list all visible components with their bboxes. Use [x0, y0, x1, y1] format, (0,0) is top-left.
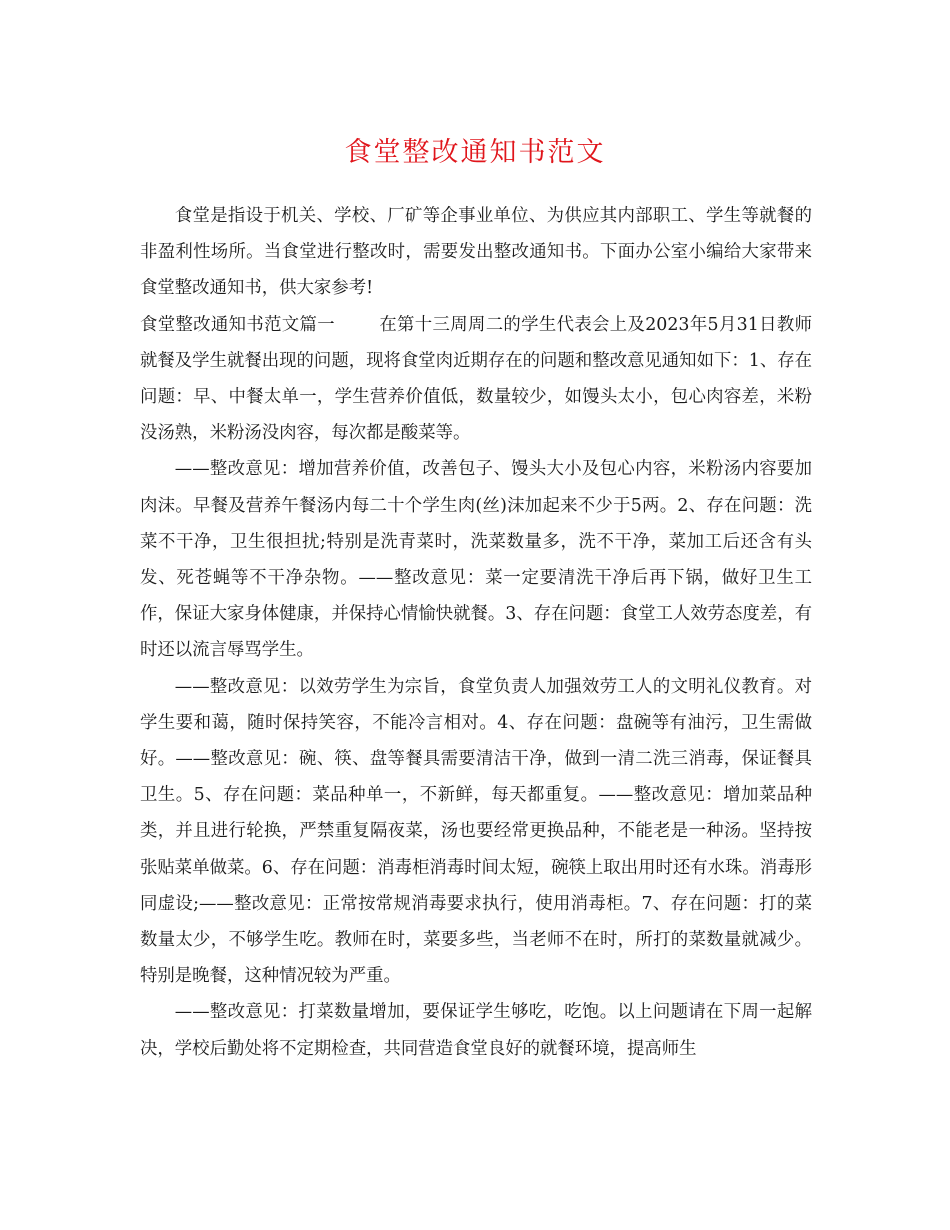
document-title: 食堂整改通知书范文 [344, 137, 606, 168]
rectification-paragraph-1: ——整改意见：增加营养价值，改善包子、馒头大小及包心内容，米粉汤内容要加肉沫。早餐及营养午餐汤内每二十个学生肉(丝)沫加起来不少于5两。2、存在问题：洗菜不干净，卫生很担扰;特别是洗青菜时，洗菜数量多，洗不干净，菜加工后还含有头发、死苍蝇等不干净杂物。——整改意见：菜一定要清洗干净后再下锅，做好卫生工作，保证大家身体健康，并保持心情愉快就餐。3、存在问题：食堂工人效劳态度差，有时还以流言辱骂学生。 [140, 459, 812, 661]
section-one-text: 在第十三周周二的学生代表会上及2023年5月31日教师就餐及学生就餐出现的问题，现将食堂肉近期存在的问题和整改意见通知如下：1、存在问题：早、中餐太单一，学生营养价值低，数量较少，如馒头太小，包心肉容差，米粉没汤熟，米粉汤没肉容，每次都是酸菜等。 [140, 314, 812, 444]
section-one-paragraph [140, 307, 812, 452]
intro-paragraph: 食堂是指设于机关、学校、厂矿等企事业单位、为供应其内部职工、学生等就餐的非盈利性场所。当食堂进行整改时，需要发出整改通知书。下面办公室小编给大家带来食堂整改通知书，供大家参考! [140, 206, 812, 299]
section-heading: 食堂整改通知书范文篇一 [140, 314, 335, 335]
rectification-paragraph-3: ——整改意见：打菜数量增加，要保证学生够吃，吃饱。以上问题请在下周一起解决，学校后勤处将不定期检查，共同营造食堂良好的就餐环境，提高师生 [140, 1002, 812, 1059]
rectification-paragraph-2: ——整改意见：以效劳学生为宗旨，食堂负责人加强效劳工人的文明礼仪教育。对学生要和蔼，随时保持笑容，不能冷言相对。4、存在问题：盘碗等有油污，卫生需做好。——整改意见：碗、筷、盘等餐具需要清洁干净，做到一清二洗三消毒，保证餐具卫生。5、存在问题：菜品种单一，不新鲜，每天都重复。——整改意见：增加菜品种类，并且进行轮换，严禁重复隔夜菜，汤也要经常更换品种，不能老是一种汤。坚持按张贴菜单做菜。6、存在问题：消毒柜消毒时间太短，碗筷上取出用时还有水珠。消毒形同虚设;——整改意见：正常按常规消毒要求执行，使用消毒柜。7、存在问题：打的菜数量太少，不够学生吃。教师在时，菜要多些，当老师不在时，所打的菜数量就减少。特别是晚餐，这种情况较为严重。 [140, 676, 812, 987]
document-body [140, 198, 812, 1067]
